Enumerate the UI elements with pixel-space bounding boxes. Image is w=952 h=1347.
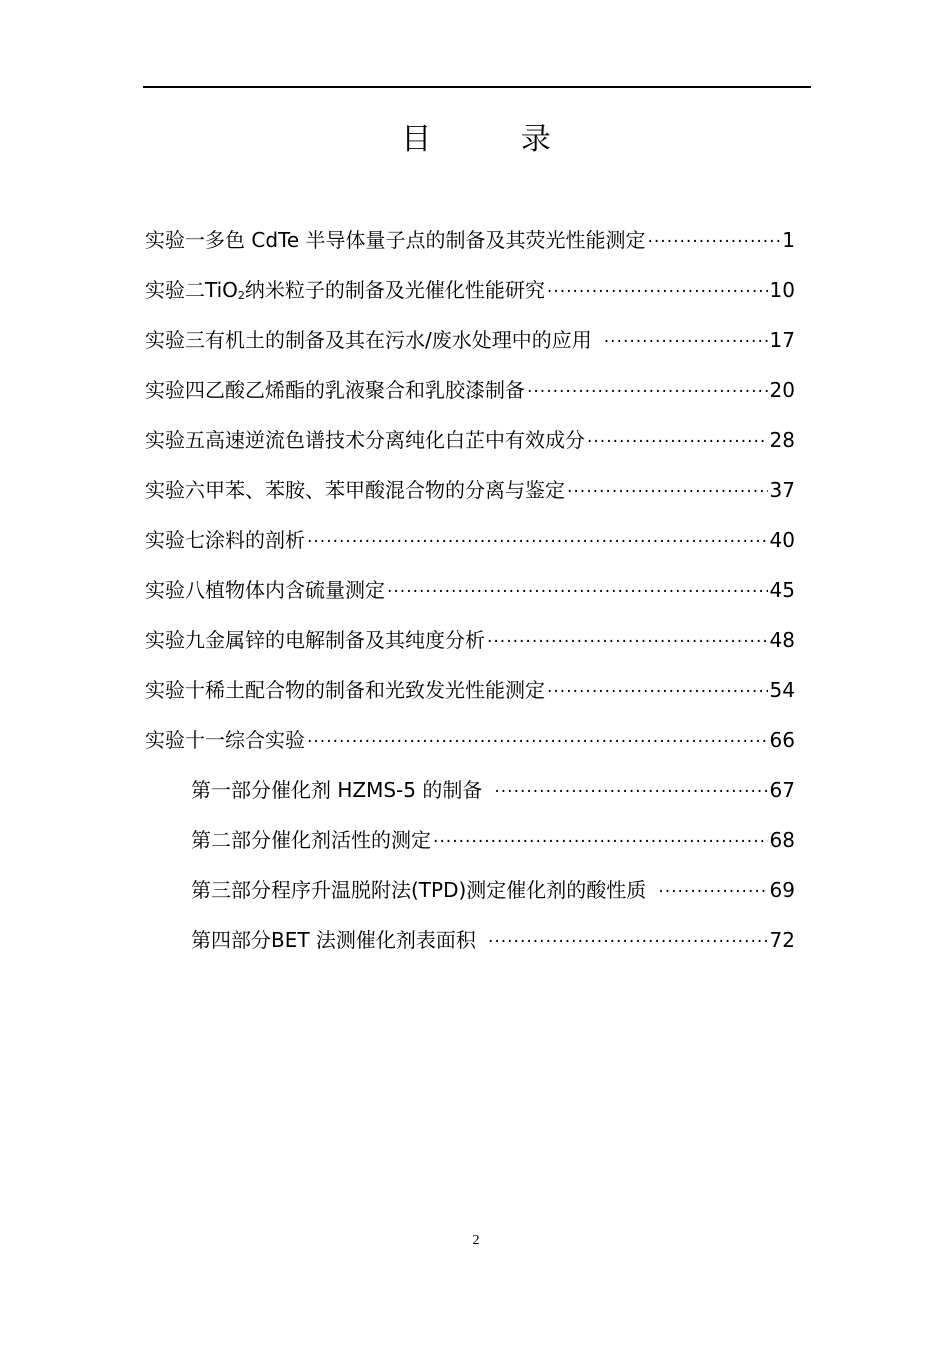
toc-entry-label: 实验八	[145, 578, 205, 602]
toc-entry-page: 28	[769, 428, 795, 452]
toc-entry[interactable]	[145, 424, 795, 456]
toc-entry-label: 实验五	[145, 428, 205, 452]
toc-leader	[547, 676, 768, 708]
toc-entry-title-sub: 2	[237, 289, 245, 302]
toc-entry-label: 实验十	[145, 678, 205, 702]
toc-entry-page: 48	[769, 628, 795, 652]
toc-leader	[648, 226, 781, 258]
toc-entry-title: 高速逆流色谱技术分离纯化白芷中有效成分	[205, 428, 585, 452]
toc-entry-page: 40	[769, 528, 795, 552]
toc-leader	[527, 376, 768, 408]
toc-entry-page: 69	[769, 878, 795, 902]
toc-leader	[494, 776, 767, 808]
toc-leader	[547, 276, 768, 308]
toc-leader	[307, 726, 768, 758]
toc-entry-label: 第一部分	[191, 778, 271, 802]
toc-entry[interactable]	[145, 674, 795, 706]
toc-leader	[604, 326, 768, 358]
toc-entry-label: 实验十一	[145, 728, 225, 752]
page-number: 2	[472, 1233, 480, 1248]
toc-entry-label: 第四部分	[191, 928, 271, 952]
toc-entry-title: 综合实验	[225, 728, 305, 752]
toc-entry[interactable]	[145, 324, 795, 356]
toc-leader	[567, 476, 768, 508]
toc-entry[interactable]	[145, 524, 795, 556]
toc-entry-label: 实验二	[145, 278, 205, 302]
toc-subentry[interactable]	[191, 924, 795, 956]
toc-entry-label: 实验九	[145, 628, 205, 652]
toc-leader	[487, 626, 768, 658]
toc-entry-label: 实验四	[145, 378, 205, 402]
toc-entry-label: 实验一	[145, 228, 205, 252]
toc-subentry[interactable]	[191, 874, 795, 906]
toc-entry-page: 1	[782, 228, 795, 252]
toc-entry-label: 实验七	[145, 528, 205, 552]
toc-entry-label: 第二部分	[191, 828, 271, 852]
toc-entry-page: 17	[769, 328, 795, 352]
toc-entry-title: 催化剂 HZMS-5 的制备	[271, 778, 483, 802]
toc-entry-page: 68	[769, 828, 795, 852]
toc-entry-title: 稀土配合物的制备和光致发光性能测定	[205, 678, 545, 702]
toc-entry-title: 植物体内含硫量测定	[205, 578, 385, 602]
toc-leader	[433, 826, 768, 858]
toc-entry-page: 20	[769, 378, 795, 402]
toc-entry-title-pre: TiO	[205, 278, 238, 302]
toc-entry-page: 72	[769, 928, 795, 952]
toc-entry-title: 有机土的制备及其在污水/废水处理中的应用	[205, 328, 592, 352]
toc-subentry[interactable]	[191, 824, 795, 856]
toc-entry-label: 第三部分	[191, 878, 271, 902]
toc-entry[interactable]	[145, 474, 795, 506]
toc-subentry[interactable]	[191, 774, 795, 806]
page-title: 目 录	[401, 122, 591, 157]
toc-entry-title	[205, 274, 545, 312]
toc-entry-page: 54	[769, 678, 795, 702]
toc-leader	[587, 426, 768, 458]
toc-leader	[387, 576, 768, 608]
toc-entry[interactable]	[145, 624, 795, 656]
header-rule	[143, 86, 811, 88]
toc-entry-title-post: 纳米粒子的制备及光催化性能研究	[244, 278, 545, 302]
toc-leader	[488, 926, 768, 958]
toc-entry[interactable]	[145, 374, 795, 406]
toc-entry-title: 程序升温脱附法(TPD)测定催化剂的酸性质	[271, 878, 647, 902]
toc-entry-title: 甲苯、苯胺、苯甲酸混合物的分离与鉴定	[205, 478, 565, 502]
toc-entry-title: BET 法测催化剂表面积	[271, 928, 476, 952]
toc-entry-title: 乙酸乙烯酯的乳液聚合和乳胶漆制备	[205, 378, 525, 402]
toc-leader	[658, 876, 767, 908]
toc-entry-page: 67	[769, 778, 795, 802]
toc-entry-page: 10	[769, 278, 795, 302]
toc-entry-title: 多色 CdTe 半导体量子点的制备及其荧光性能测定	[205, 228, 646, 252]
toc-entry-title: 涂料的剖析	[205, 528, 305, 552]
toc-entry[interactable]	[145, 724, 795, 756]
toc-entry-title: 金属锌的电解制备及其纯度分析	[205, 628, 485, 652]
toc-entry[interactable]	[145, 224, 795, 256]
toc-entry-label: 实验六	[145, 478, 205, 502]
toc-entry-page: 66	[769, 728, 795, 752]
toc-entry[interactable]	[145, 574, 795, 606]
toc-entry-title: 催化剂活性的测定	[271, 828, 431, 852]
toc-entry-label: 实验三	[145, 328, 205, 352]
toc-leader	[307, 526, 768, 558]
toc-entry-page: 37	[769, 478, 795, 502]
toc-entry-page: 45	[769, 578, 795, 602]
toc-entry[interactable]	[145, 274, 795, 306]
